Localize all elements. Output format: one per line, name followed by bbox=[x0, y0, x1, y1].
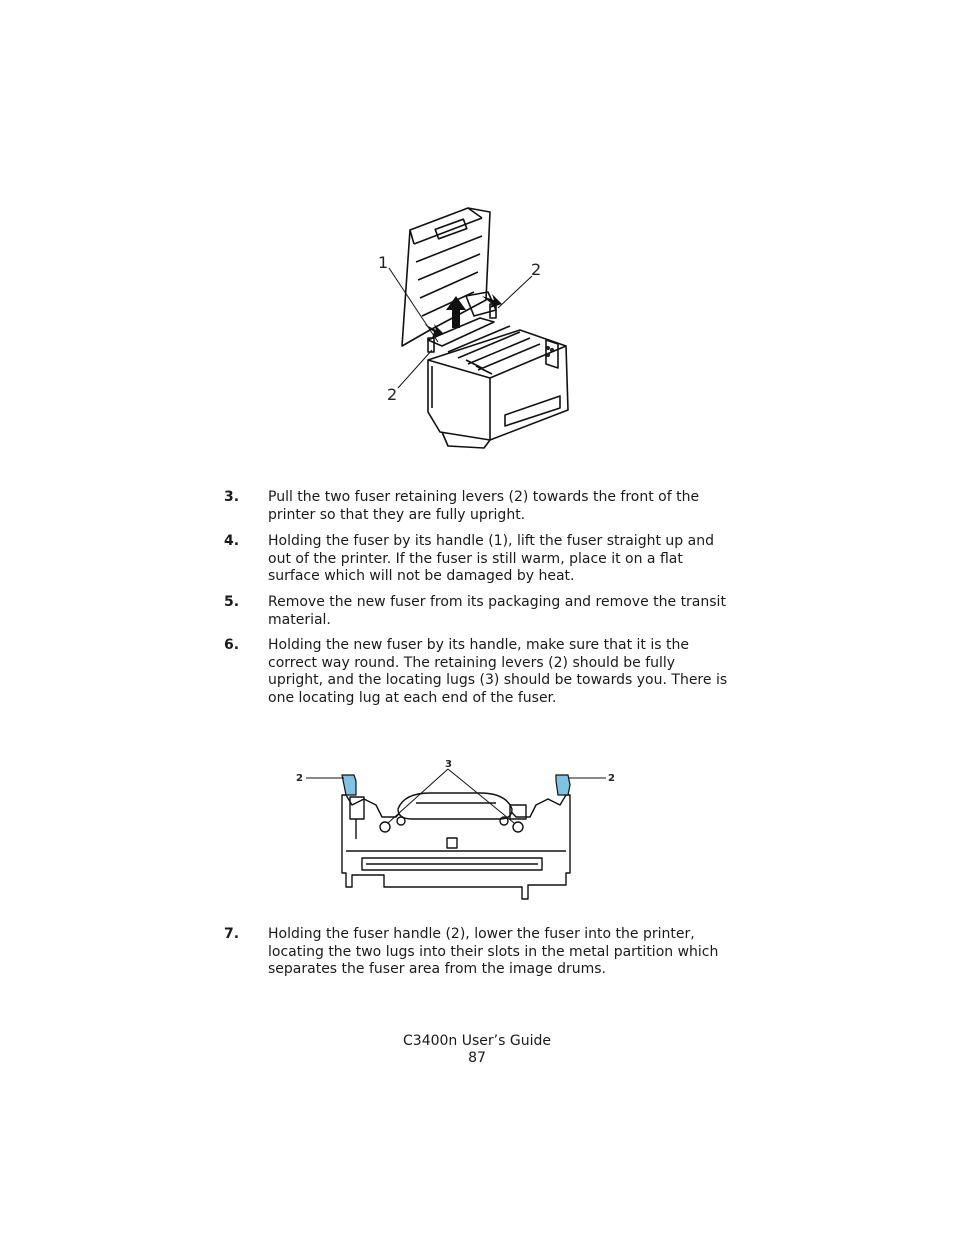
step-number: 5. bbox=[224, 594, 240, 610]
step-text: Holding the fuser handle (2), lower the fuser into the printer, locating the two lugs into their slots in the metal partition which separates the fuser area from the image drums. bbox=[268, 926, 719, 977]
printer-fuser-illustration bbox=[370, 200, 580, 455]
step-number: 6. bbox=[224, 637, 240, 653]
lever-right-shape bbox=[556, 775, 570, 795]
printer-open-cover-drawing bbox=[370, 200, 580, 455]
callout-lever-left: 2 bbox=[296, 773, 303, 784]
step-text: Pull the two fuser retaining levers (2) towards the front of the printer so that they are fully upright. bbox=[268, 489, 700, 523]
fuser-unit-illustration bbox=[290, 755, 620, 910]
step-text: Holding the new fuser by its handle, make sure that it is the correct way round. The retaining levers (2) should be fully upright, and the locating lugs (3) should be towards you. There is one locating lug at each end of the fuser. bbox=[268, 637, 728, 706]
callout-handle: 1 bbox=[378, 253, 389, 272]
step-text: Holding the fuser by its handle (1), lift the fuser straight up and out of the printer. If the fuser is still warm, place it on a flat surface which will not be damaged by heat. bbox=[268, 533, 714, 584]
fuser-front-view-drawing bbox=[290, 755, 620, 910]
step-number: 4. bbox=[224, 533, 240, 549]
callout-lever-right: 2 bbox=[608, 773, 615, 784]
callout-lever-right: 2 bbox=[531, 260, 542, 279]
step-number: 3. bbox=[224, 489, 240, 505]
callout-lugs: 3 bbox=[445, 759, 452, 770]
footer-page-number: 87 bbox=[468, 1050, 486, 1066]
step-text: Remove the new fuser from its packaging and remove the transit material. bbox=[268, 594, 726, 628]
step-number: 7. bbox=[224, 926, 240, 942]
footer-guide-title: C3400n User’s Guide bbox=[403, 1033, 551, 1049]
lever-left-shape bbox=[342, 775, 356, 795]
callout-lever-left: 2 bbox=[387, 385, 398, 404]
